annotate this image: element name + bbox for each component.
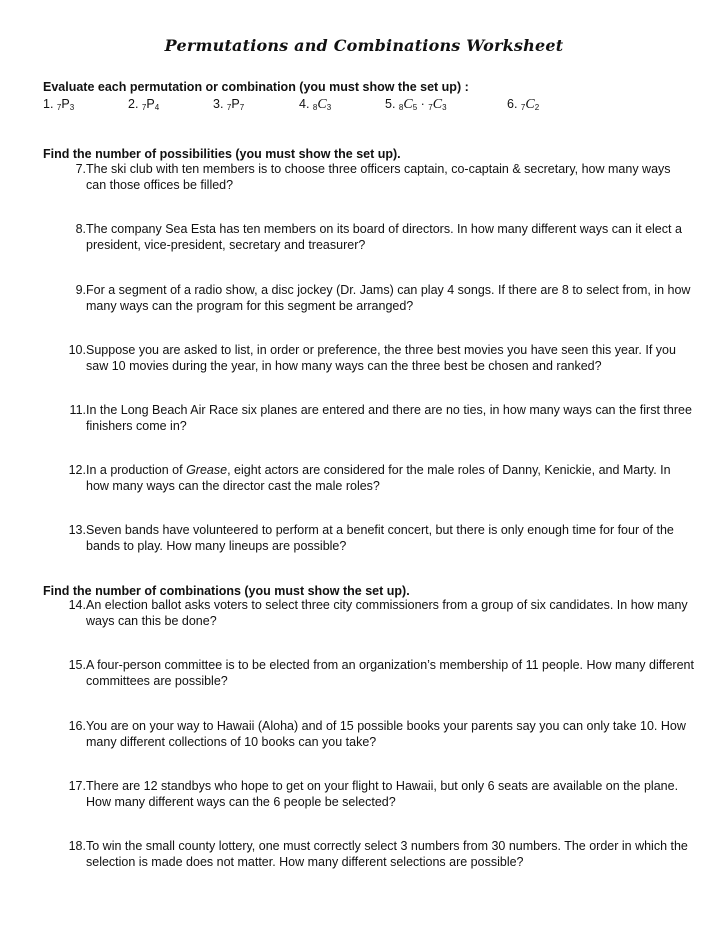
problem-9: 9. For a segment of a radio show, a disc jockey (Dr. Jams) can play 4 songs. If there are 8 to select from, in how many ways can the program for this segment be arranged?	[75, 283, 691, 313]
section-heading-combinations: Find the number of combinations (you must show the set up).	[43, 584, 410, 598]
eval-item-2: 2. $_7P_4$	[128, 97, 160, 112]
section-heading-possibilities: Find the number of possibilities (you must show the set up).	[43, 147, 401, 161]
problem-16: 16. You are on your way to Hawaii (Aloha) and of 15 possible books your parents say you can only take 10. How many different collections of 10 books can you take?	[68, 719, 686, 749]
problem-7: 7. The ski club with ten members is to choose three officers captain, co-captain & secretary, how many ways can those offices be filled?	[75, 162, 671, 192]
eval-item-1: 1. $_7P_3$	[43, 97, 75, 112]
grease-title: Grease	[186, 463, 228, 477]
eval-item-4: 4. $_8C_3$	[299, 97, 332, 112]
problem-17: 17. There are 12 standbys who hope to get on your flight to Hawaii, but only 6 seats are available on the plane. How many different ways can the 6 people be selected?	[68, 779, 679, 809]
section-heading-evaluate: Evaluate each permutation or combination (you must show the set up) :	[43, 80, 469, 94]
problem-18: 18. To win the small county lottery, one must correctly select 3 numbers from 30 numbers. The order in which the selection is made does not matter. How many different selections are possible?	[68, 839, 688, 869]
worksheet-title: Permutations and Combinations Worksheet	[164, 36, 564, 55]
problem-10: 10. Suppose you are asked to list, in order or preference, the three best movies you have seen this year. If you saw 10 movies during the year, in how many ways can the three best be chosen and ranked?	[68, 343, 676, 373]
eval-item-3: 3. $_7P_7$	[213, 97, 245, 112]
problem-13: 13. Seven bands have volunteered to perform at a benefit concert, but there is only enough time for four of the bands to play. How many lineups are possible?	[68, 523, 674, 553]
problem-11: 11. In the Long Beach Air Race six planes are entered and there are no ties, in how many ways can the first three finishers come in?	[69, 403, 692, 433]
problem-14: 14. An election ballot asks voters to select three city commissioners from a group of six candidates. In how many ways can this be done?	[68, 598, 688, 628]
problem-12: 12. In a production of Grease, eight actors are considered for the male roles of Danny, Kenickie, and Marty. In how many ways can the director cast the male roles?	[68, 463, 671, 493]
eval-item-6: 6. $_7C_2$	[507, 97, 540, 112]
eval-item-5: 5. $_8C_5 \cdot _7C_3$	[385, 97, 447, 112]
problem-8: 8. The company Sea Esta has ten members on its board of directors. In how many different ways can it elect a president, vice-president, secretary and treasurer?	[75, 222, 682, 252]
problem-15: 15. A four-person committee is to be elected from an organization’s membership of 11 people. How many different committees are possible?	[68, 658, 694, 688]
